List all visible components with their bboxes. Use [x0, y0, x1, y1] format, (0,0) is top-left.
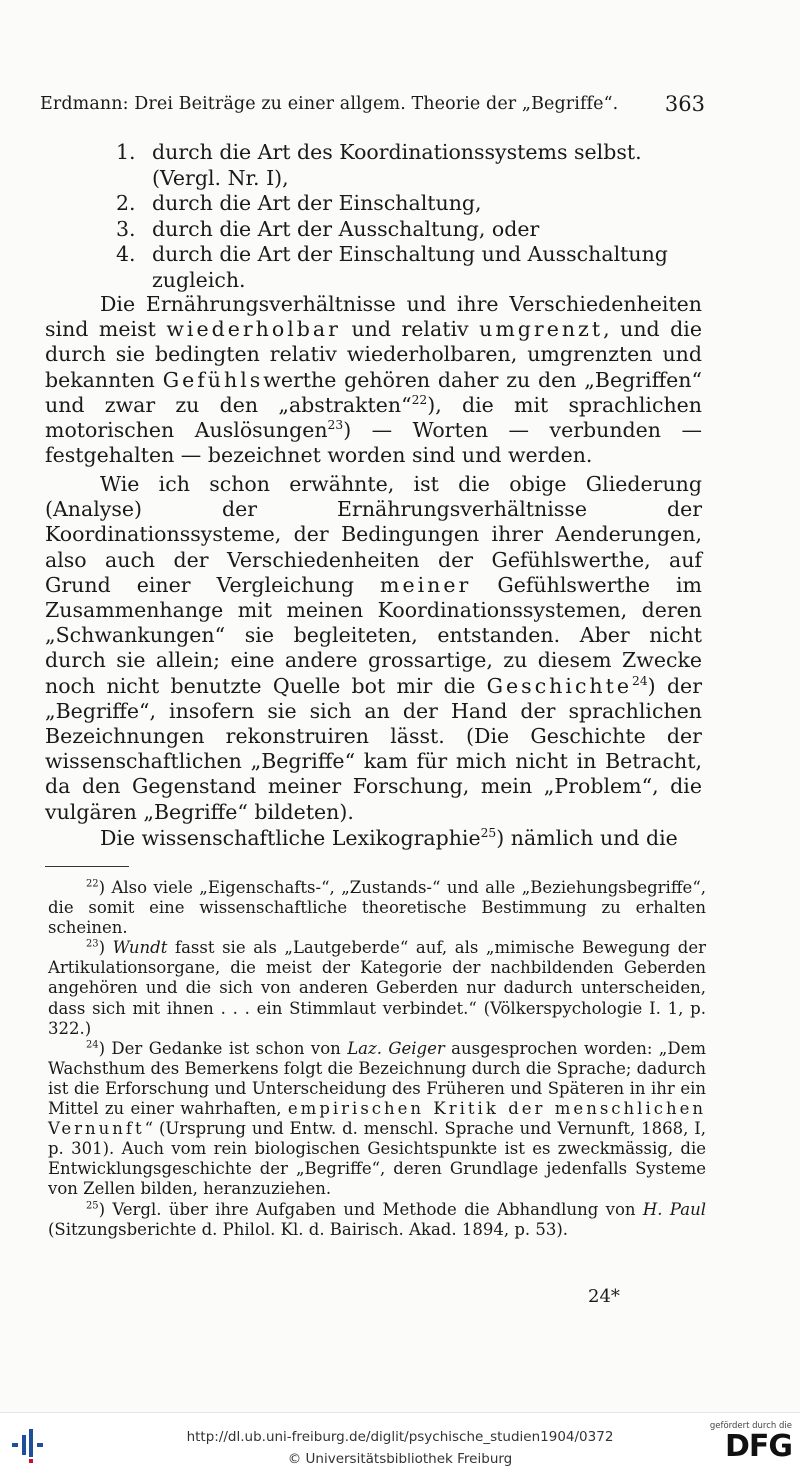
copyright-text: © Universitätsbibliothek Freiburg	[287, 1451, 513, 1467]
numbered-list	[116, 140, 701, 293]
list-item	[116, 217, 701, 243]
list-number: 4.	[116, 242, 136, 266]
list-text: durch die Art der Ausschaltung, oder	[152, 216, 540, 241]
footnote-25: $^{25}$) Vergl. über ihre Aufgaben und Methode die Abhandlung von H. Paul (Sitzungsberichte d. Philol. Kl. d. Bairisch. Akad. 1894, p. 53).	[48, 1199, 706, 1239]
list-text: durch die Art des Koordinationssystems selbst. (Vergl. Nr. I),	[152, 140, 642, 190]
page-url-link[interactable]: http://dl.ub.uni-freiburg.de/diglit/psychische_studien1904/0372	[186, 1429, 614, 1445]
footnote-22: $^{22}$) Also viele „Eigenschafts-“, „Zustands-“ und alle „Beziehungsbegriffe“, die somit eine wissenschaftliche theoretische Bestimmung zu erhalten scheinen.	[48, 878, 706, 938]
footnote-ref: 24	[632, 673, 648, 688]
footnote-divider	[45, 866, 129, 867]
list-item	[116, 191, 701, 217]
list-number: 2.	[116, 191, 136, 215]
footnote-ref: 22	[411, 392, 428, 407]
paragraph-1: Die Ernährungsverhältnisse und ihre Verschiedenheiten sind meist wiederholbar und relativ umgrenzt, und die durch sie bedingten relativ wiederholbaren, umgrenzten und bekannten Gefühlswerthe gehören daher zu den „Begriffen“ und zwar zu den „abstrakten“$^{22}$), die mit sprachlichen motorischen Auslösungen$^{23}$) — Worten — verbunden — festgehalten — bezeichnet worden sind und werden.	[45, 292, 702, 468]
running-header	[40, 92, 705, 120]
dfg-caption: gefördert durch die	[709, 1421, 792, 1431]
footnote-ref: 23	[327, 418, 344, 433]
footnote-24: $^{24}$) Der Gedanke ist schon von Laz. Geiger ausgesprochen worden: „Dem Wachsthum des Bemerkens folgt die Bezeichnung durch die Sprache; dadurch ist die Erforschung und Unterscheidung des Früheren und Späteren in ihr ein Mittel zu einer wahrhaften, empirischen Kritik der menschlichen Vernunft“ (Ursprung und Entw. d. menschl. Sprache und Vernunft, 1868, I, p. 301). Auch vom rein biologischen Gesichtspunkte ist es zweckmässig, die Entwicklungsgeschichte der „Begriffe“, deren Grundlage jedenfalls Systeme von Zellen bilden, heranzuziehen.	[48, 1038, 706, 1199]
paragraph-3: Die wissenschaftliche Lexikographie$^{25}$) nämlich und die	[100, 826, 678, 850]
list-number: 1.	[116, 140, 136, 164]
sheet-signature: 24*	[588, 1286, 620, 1307]
list-text: durch die Art der Einschaltung und Ausschaltung zugleich.	[152, 242, 668, 292]
list-item	[116, 140, 701, 191]
list-number: 3.	[116, 216, 136, 241]
page-number: 363	[664, 92, 705, 116]
footnote-ref: 25	[480, 826, 497, 841]
footnotes	[48, 878, 706, 1240]
dfg-logo-icon: DFG	[724, 1429, 792, 1464]
dfg-logo	[708, 1421, 792, 1469]
header-title: Erdmann: Drei Beiträge zu einer allgem. Theorie der „Begriffe“.	[40, 94, 619, 114]
list-text: durch die Art der Einschaltung,	[152, 191, 482, 215]
viewer-footer	[0, 1412, 800, 1473]
list-item	[116, 242, 701, 293]
footnote-23: $^{23}$) Wundt fasst sie als „Lautgeberde“ auf, als „mimische Bewegung der Artikulationsorgane, die meist der Kategorie der nachbildenden Geberden angehören und die sich von anderen Geberden nur dadurch unterscheiden, dass sich mit ihnen . . . ein Stimmlaut verbindet.“ (Völkerspychologie I. 1, p. 322.)	[48, 938, 706, 1038]
paragraph-2: Wie ich schon erwähnte, ist die obige Gliederung (Analyse) der Ernährungsverhältnisse der Koordinationssysteme, der Bedingungen ihrer Aenderungen, also auch der Verschiedenheiten der Gefühlswerthe, auf Grund einer Vergleichung meiner Gefühlswerthe im Zusammenhange mit meinen Koordinationssystemen, deren „Schwankungen“ sie begleiteten, entstanden. Aber nicht durch sie allein; eine andere grossartige, zu diesem Zwecke noch nicht benutzte Quelle bot mir die Geschichte$^{24}$) der „Begriffe“, insofern sie sich an der Hand der sprachlichen Bezeichnungen rekonstruiren lässt. (Die Geschichte der wissenschaftlichen „Begriffe“ kam für mich nicht in Betracht, da den Gegenstand meiner Forschung, mein „Problem“, die vulgären „Begriffe“ bildeten).	[45, 472, 702, 824]
